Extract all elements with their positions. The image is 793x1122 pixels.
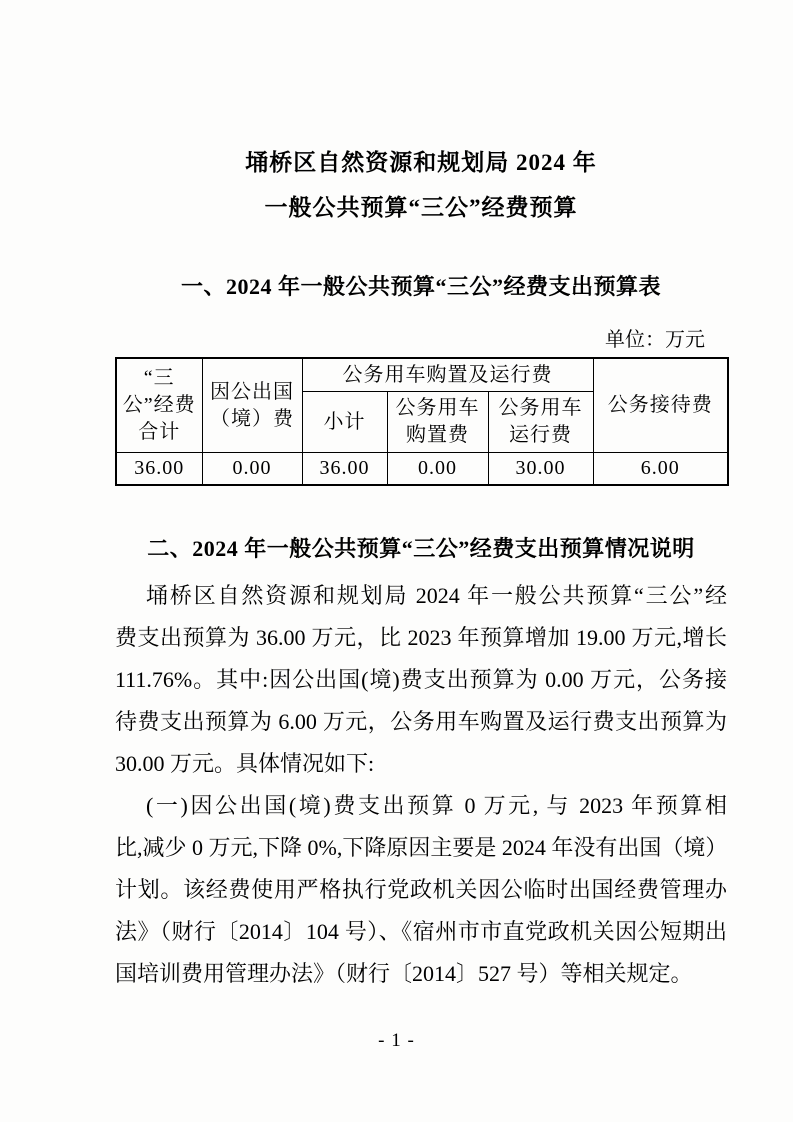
budget-table (115, 357, 729, 486)
section2-heading: 二、2024 年一般公共预算“三公”经费支出预算情况说明 (147, 536, 695, 561)
title-line-1: 埇桥区自然资源和规划局 2024 年 (245, 150, 597, 175)
body-line: 30.00 万元。具体情况如下: (115, 751, 375, 776)
table-header-row-1 (116, 358, 728, 392)
page-number: - 1 - (378, 1030, 415, 1051)
document-title (115, 140, 727, 230)
header-cell-abroad: 因公出国（境）费 (202, 358, 302, 453)
body-line: 111.76%。其中:因公出国(境)费支出预算为 0.00 万元，公务接 (115, 667, 727, 692)
header-cell-reception: 公务接待费 (593, 358, 728, 453)
body-line: 埇桥区自然资源和规划局 2024 年一般公共预算“三公”经 (146, 583, 727, 608)
header-cell-total: “三公”经费合计 (116, 358, 202, 453)
body-line: (一)因公出国(境)费支出预算 0 万元, 与 2023 年预算相 (146, 793, 727, 818)
value-abroad: 0.00 (202, 453, 302, 486)
body-line: 费支出预算为 36.00 万元，比 2023 年预算增加 19.00 万元,增长 (115, 625, 727, 650)
body-line: 法》（财行〔2014〕104 号）、《宿州市市直党政机关因公短期出 (115, 919, 727, 944)
body-line: 国培训费用管理办法》（财行〔2014〕527 号）等相关规定。 (115, 961, 693, 986)
value-total: 36.00 (116, 453, 202, 486)
body-line: 比,减少 0 万元,下降 0%,下降原因主要是 2024 年没有出国（境） (115, 835, 728, 860)
header-cell-vehicle-purchase: 公务用车购置费 (387, 392, 488, 453)
value-vehicle-subtotal: 36.00 (302, 453, 387, 486)
value-vehicle-purchase: 0.00 (387, 453, 488, 486)
value-reception: 6.00 (593, 453, 728, 486)
header-cell-vehicle-group: 公务用车购置及运行费 (302, 358, 593, 392)
header-cell-vehicle-operation: 公务用车运行费 (488, 392, 593, 453)
value-vehicle-operation: 30.00 (488, 453, 593, 486)
table-row (116, 453, 728, 486)
notes-body (115, 575, 727, 995)
unit-label: 单位：万元 (605, 329, 705, 351)
body-line: 计划。该经费使用严格执行党政机关因公临时出国经费管理办 (115, 877, 727, 902)
header-cell-vehicle-subtotal: 小计 (302, 392, 387, 453)
body-line: 待费支出预算为 6.00 万元，公务用车购置及运行费支出预算为 (115, 709, 727, 734)
title-line-2: 一般公共预算“三公”经费预算 (264, 195, 578, 220)
section1-heading: 一、2024 年一般公共预算“三公”经费支出预算表 (180, 274, 661, 299)
document-content (115, 140, 727, 995)
